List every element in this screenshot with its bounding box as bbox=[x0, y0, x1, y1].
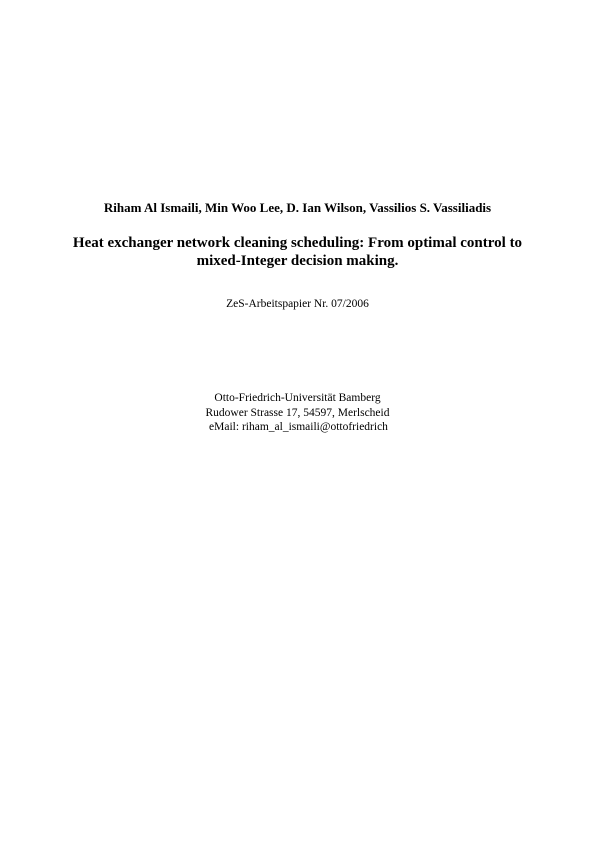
author-list: Riham Al Ismaili, Min Woo Lee, D. Ian Wilson, Vassilios S. Vassiliadis bbox=[103, 200, 492, 215]
contact-address bbox=[0, 391, 595, 435]
working-paper-number: ZeS-Arbeitspapier Nr. 07/2006 bbox=[226, 298, 369, 310]
paper-title-line-2: mixed-Integer decision making. bbox=[196, 253, 399, 269]
paper-title-line-1: Heat exchanger network cleaning scheduling: From optimal control to bbox=[72, 235, 523, 251]
street-address: Rudower Strasse 17, 54597, Merlscheid bbox=[205, 406, 390, 419]
paper-title bbox=[40, 234, 555, 270]
email-address: eMail: riham_al_ismaili@ottofriedrich bbox=[209, 421, 388, 433]
institution-name: Otto-Friedrich-Universität Bamberg bbox=[214, 392, 381, 404]
